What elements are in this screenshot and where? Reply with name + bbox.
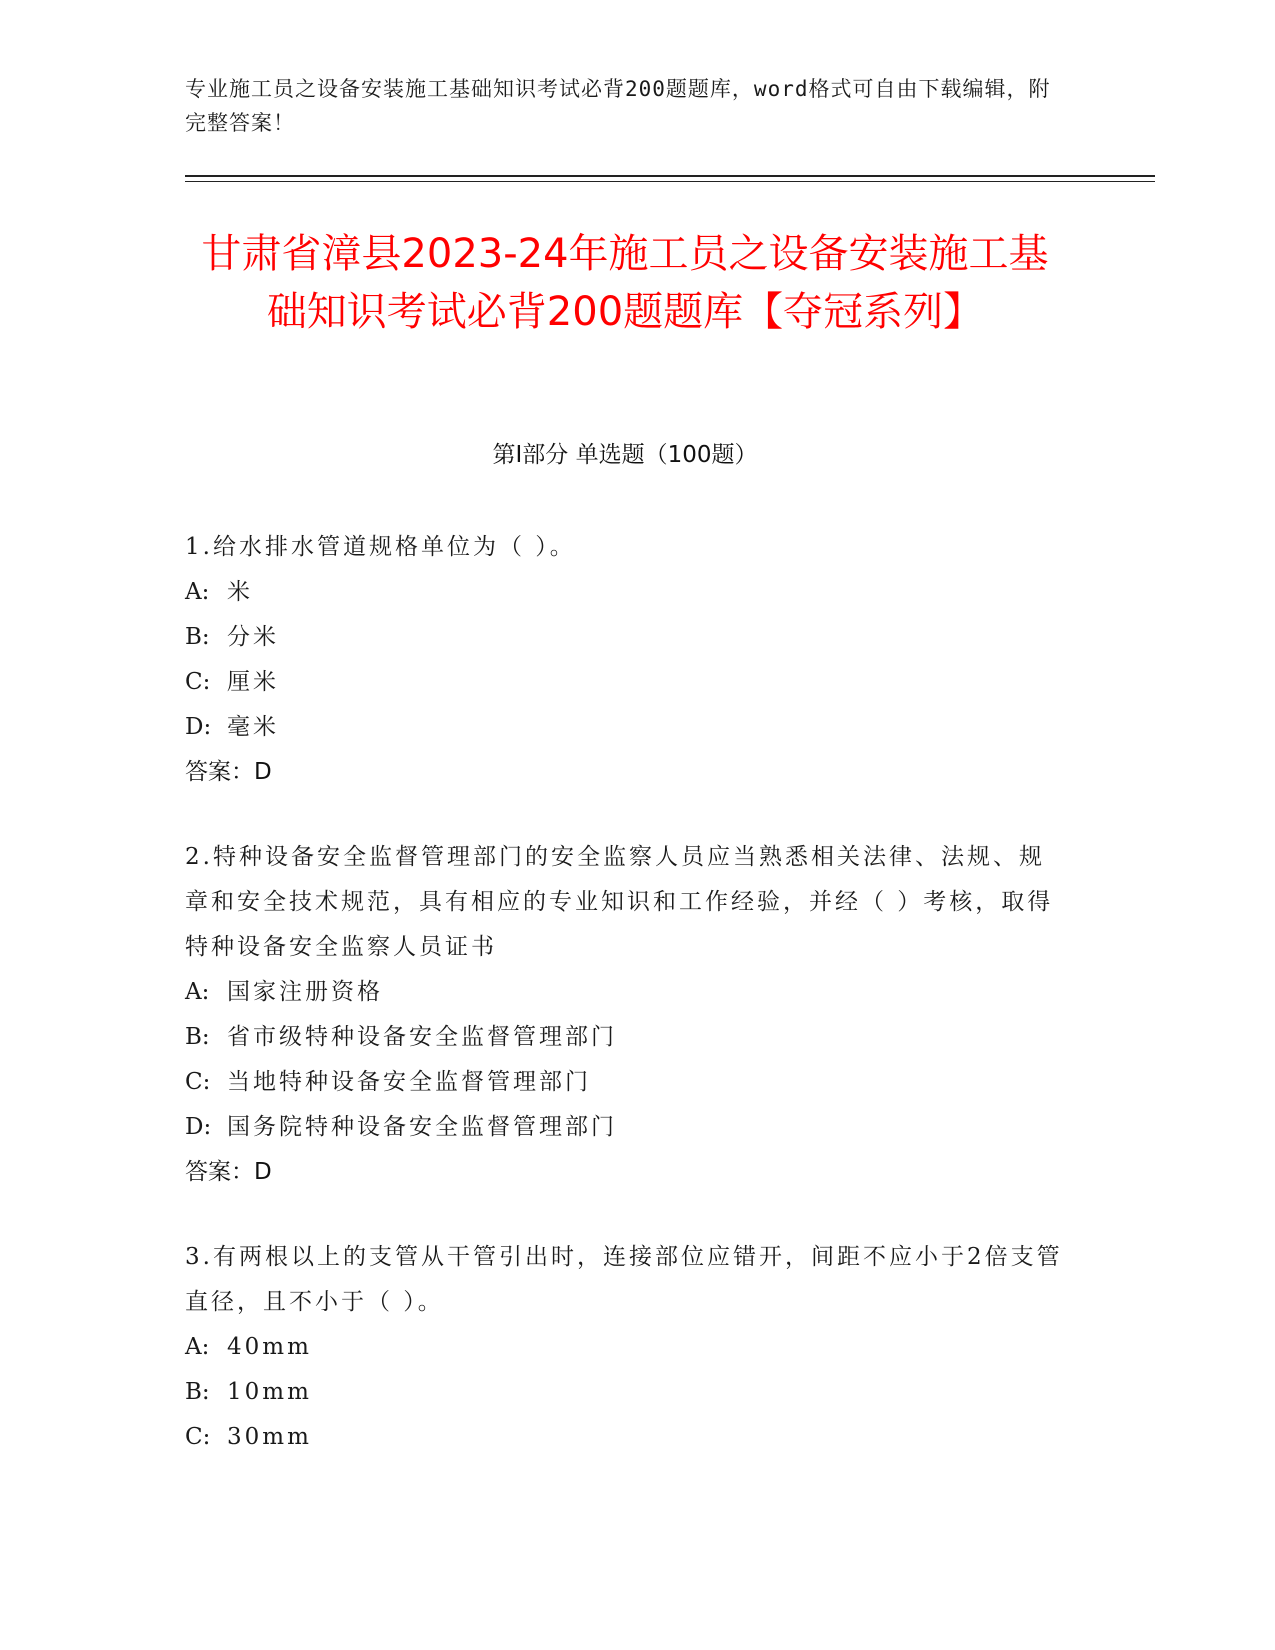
header-note: 专业施工员之设备安装施工基础知识考试必背200题题库，word格式可自由下载编辑，附完整答案！ <box>185 77 1051 135</box>
section-heading: 第I部分 单选题（100题） <box>492 442 758 468</box>
option-c <box>185 1060 1065 1105</box>
option-label: A: <box>185 979 210 1005</box>
option-text: 当地特种设备安全监督管理部门 <box>227 1069 591 1095</box>
option-text: 10mm <box>227 1379 312 1405</box>
document-title: 甘肃省漳县2023-24年施工员之设备安装施工基础知识考试必背200题题库【夺冠系列】 <box>201 231 1049 335</box>
option-label: A: <box>185 579 210 605</box>
question-1 <box>185 525 1065 795</box>
option-label: C: <box>185 1069 211 1095</box>
option-label: B: <box>185 624 210 650</box>
answer-line: 答案：D <box>185 759 272 785</box>
option-text: 省市级特种设备安全监督管理部门 <box>227 1024 617 1050</box>
option-text: 30mm <box>227 1424 312 1450</box>
option-label: D: <box>185 714 212 740</box>
question-text: 3.有两根以上的支管从干管引出时，连接部位应错开，间距不应小于2倍支管直径，且不小于（ ）。 <box>185 1244 1063 1315</box>
header-rule-thin <box>185 181 1155 182</box>
option-text: 厘米 <box>227 669 279 695</box>
option-b <box>185 615 1065 660</box>
question-3 <box>185 1235 1065 1460</box>
option-c <box>185 1415 1065 1460</box>
option-a <box>185 1325 1065 1370</box>
question-text: 1.给水排水管道规格单位为（ ）。 <box>185 534 576 560</box>
option-text: 分米 <box>227 624 279 650</box>
option-text: 毫米 <box>227 714 279 740</box>
option-c <box>185 660 1065 705</box>
option-label: A: <box>185 1334 210 1360</box>
option-d <box>185 1105 1065 1150</box>
option-text: 国务院特种设备安全监督管理部门 <box>227 1114 617 1140</box>
option-d <box>185 705 1065 750</box>
option-text: 国家注册资格 <box>227 979 383 1005</box>
option-a <box>185 570 1065 615</box>
option-b <box>185 1015 1065 1060</box>
question-text: 2.特种设备安全监督管理部门的安全监察人员应当熟悉相关法律、法规、规章和安全技术规范，具有相应的专业知识和工作经验，并经（ ）考核，取得特种设备安全监察人员证书 <box>185 844 1054 960</box>
question-list <box>185 525 1065 1500</box>
option-b <box>185 1370 1065 1415</box>
answer-line: 答案：D <box>185 1159 272 1185</box>
option-label: B: <box>185 1024 210 1050</box>
question-2 <box>185 835 1065 1195</box>
option-label: C: <box>185 1424 211 1450</box>
option-text: 40mm <box>227 1334 312 1360</box>
option-text: 米 <box>227 579 253 605</box>
option-label: D: <box>185 1114 212 1140</box>
option-label: C: <box>185 669 211 695</box>
option-label: B: <box>185 1379 210 1405</box>
option-a <box>185 970 1065 1015</box>
header-rule-thick <box>185 175 1155 177</box>
